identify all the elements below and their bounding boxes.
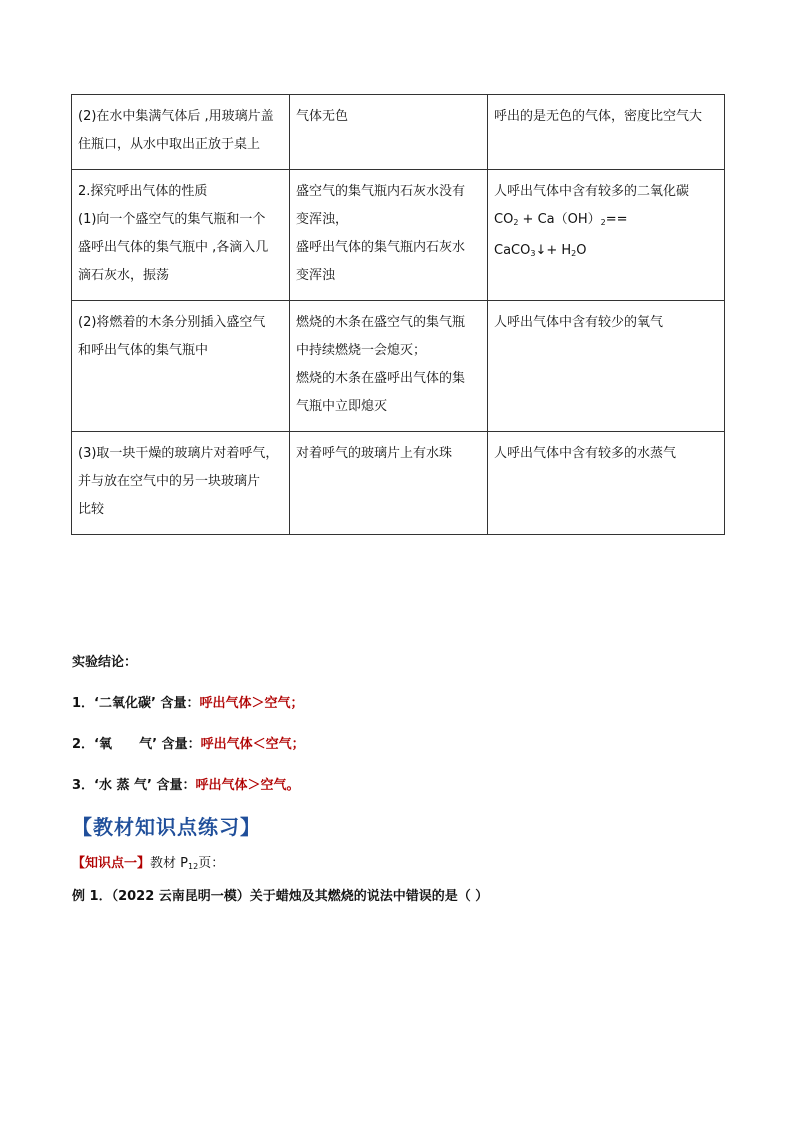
cell-line: (3)取一块干燥的玻璃片对着呼气， — [78, 446, 279, 461]
cell-line: 盛空气的集气瓶内石灰水没有 — [296, 184, 466, 199]
conclusion-cell — [488, 170, 725, 301]
knowledge-point-page: 12 — [188, 862, 199, 871]
conclusion-cell — [488, 301, 725, 432]
cell-line: 人呼出气体中含有较少的氧气 — [494, 315, 664, 330]
cell-line: 比较 — [78, 502, 105, 517]
eq-text: == — [605, 212, 628, 227]
cell-line: 变浑浊， — [296, 212, 349, 227]
cell-line: 和呼出气体的集气瓶中 — [78, 343, 209, 358]
cell-line: 住瓶口，从水中取出正放于桌上 — [78, 137, 261, 152]
cell-line: 燃烧的木条在盛呼出气体的集 — [296, 371, 466, 386]
experiment-table — [71, 94, 725, 535]
conclusion-label: 1．‘二氧化碳’ 含量： — [72, 696, 200, 711]
conclusion-item — [72, 774, 300, 793]
conclusion-value: 呼出气体＜空气； — [200, 737, 305, 752]
procedure-cell — [72, 301, 290, 432]
table-row — [72, 301, 725, 432]
knowledge-point-line — [72, 852, 224, 871]
phenomenon-cell — [290, 95, 488, 170]
cell-line: 2.探究呼出气体的性质 — [78, 184, 208, 199]
conclusion-value: 呼出气体＞空气。 — [195, 778, 300, 793]
procedure-cell — [72, 95, 290, 170]
eq-text: O — [576, 243, 587, 258]
cell-line: 并与放在空气中的另一块玻璃片 — [78, 474, 261, 489]
eq-text: + Ca（OH） — [518, 212, 601, 227]
conclusion-cell — [488, 95, 725, 170]
knowledge-point-suffix: 页： — [198, 856, 225, 871]
cell-line: 呼出的是无色的气体，密度比空气大 — [494, 109, 703, 124]
phenomenon-cell — [290, 301, 488, 432]
knowledge-point-tag: 【知识点一】 — [72, 856, 151, 871]
cell-line: 中持续燃烧一会熄灭； — [296, 343, 427, 358]
conclusion-item — [72, 692, 303, 711]
knowledge-point-text: 教材 P — [150, 856, 188, 871]
procedure-cell — [72, 432, 290, 535]
cell-line: 气体无色 — [296, 109, 349, 124]
conclusion-cell — [488, 432, 725, 535]
example-question: 例 1．（2022 云南昆明一模）关于蜡烛及其燃烧的说法中错误的是（ ） — [72, 889, 489, 904]
experiment-conclusion-heading: 实验结论： — [72, 655, 138, 670]
phenomenon-cell — [290, 432, 488, 535]
cell-line: 对着呼气的玻璃片上有水珠 — [296, 446, 453, 461]
procedure-cell — [72, 170, 290, 301]
eq-text: ↓+ H — [535, 243, 572, 258]
conclusion-label: 2．‘氧 气’ 含量： — [72, 737, 201, 752]
eq-text: CO — [494, 212, 514, 227]
cell-line: (2)将燃着的木条分别插入盛空气 — [78, 315, 266, 330]
table-row — [72, 170, 725, 301]
cell-line: 气瓶中立即熄灭 — [296, 399, 388, 414]
eq-text: CaCO — [494, 243, 531, 258]
cell-line: 盛呼出气体的集气瓶中 ,各滴入几 — [78, 240, 269, 255]
cell-line: (2)在水中集满气体后 ,用玻璃片盖 — [78, 109, 274, 124]
conclusion-label: 3．‘水 蒸 气’ 含量： — [72, 778, 196, 793]
eq-subscript: 2 — [513, 218, 519, 227]
cell-line: 变浑浊 — [296, 268, 336, 283]
table-row — [72, 95, 725, 170]
conclusion-value: 呼出气体＞空气； — [199, 696, 304, 711]
cell-line: (1)向一个盛空气的集气瓶和一个 — [78, 212, 266, 227]
eq-subscript: 2 — [571, 249, 577, 258]
eq-subscript: 2 — [600, 218, 606, 227]
eq-subscript: 3 — [530, 249, 536, 258]
table-row — [72, 432, 725, 535]
chemical-equation-line1 — [494, 206, 718, 237]
section-title: 【教材知识点练习】 — [72, 815, 261, 839]
cell-line: 人呼出气体中含有较多的水蒸气 — [494, 446, 677, 461]
phenomenon-cell — [290, 170, 488, 301]
cell-line: 盛呼出气体的集气瓶内石灰水 — [296, 240, 466, 255]
cell-line: 燃烧的木条在盛空气的集气瓶 — [296, 315, 466, 330]
cell-line: 人呼出气体中含有较多的二氧化碳 — [494, 184, 690, 199]
chemical-equation-line2 — [494, 237, 718, 268]
conclusion-item — [72, 733, 305, 752]
cell-line: 滴石灰水，振荡 — [78, 268, 170, 283]
